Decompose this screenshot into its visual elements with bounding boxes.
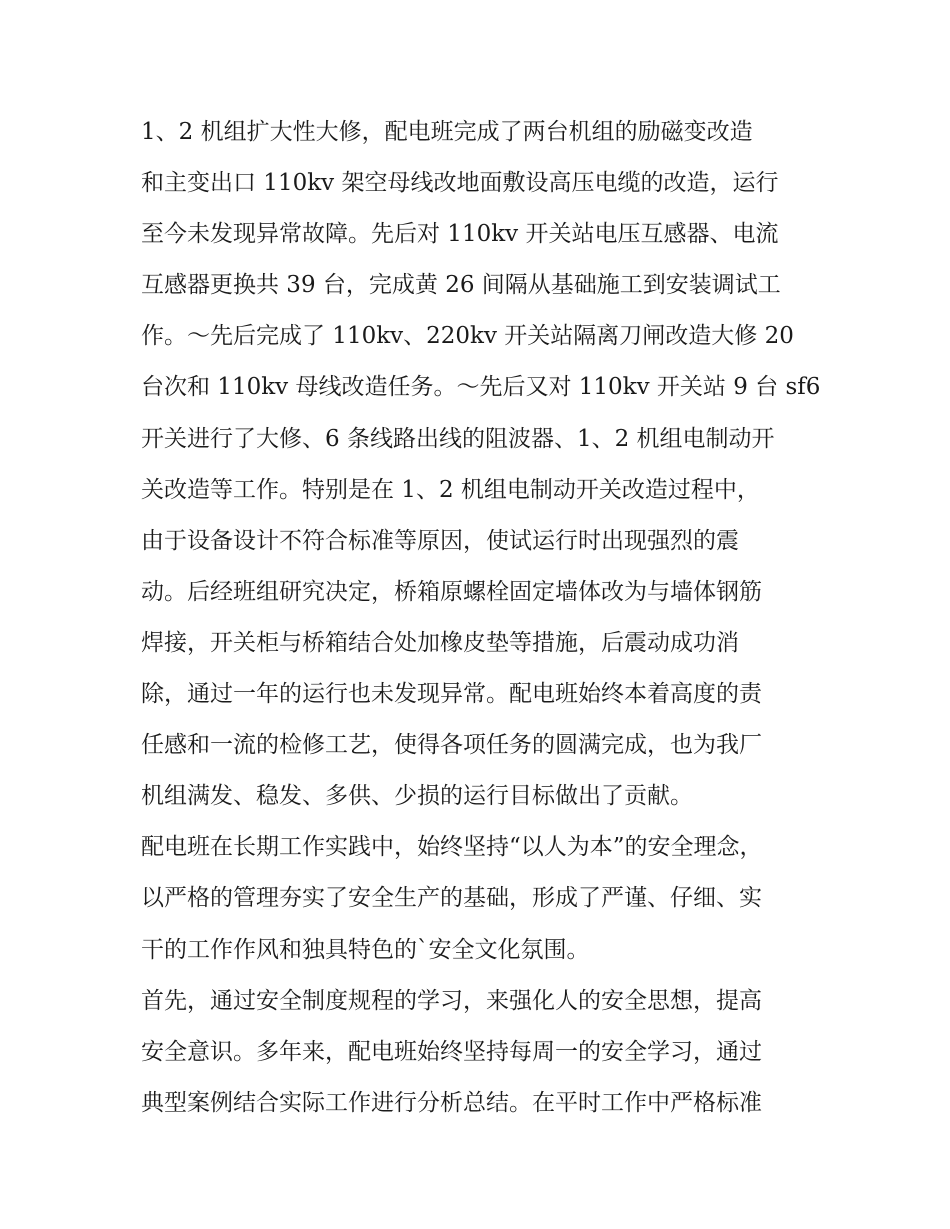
text-line: 以严格的管理夯实了安全生产的基础，形成了严谨、仔细、实 [141, 885, 762, 912]
text-line: 机组满发、稳发、多供、少损的运行目标做出了贡献。 [141, 783, 693, 810]
text-line: 配电班在长期工作实践中，始终坚持“以人为本”的安全理念， [141, 834, 763, 861]
text-line: 干的工作作风和独具特色的`安全文化氛围。 [141, 936, 590, 963]
text-line: 典型案例结合实际工作进行分析总结。在平时工作中严格标准 [141, 1089, 762, 1116]
text-line: 1、2 机组扩大性大修，配电班完成了两台机组的励磁变改造 [141, 119, 753, 145]
text-line: 关改造等工作。特别是在 1、2 机组电制动开关改造过程中， [141, 476, 760, 503]
text-line: 焊接，开关柜与桥箱结合处加橡皮垫等措施，后震动成功消 [141, 629, 739, 656]
text-line: 作。～先后完成了 110kv、220kv 开关站隔离刀闸改造大修 20 [141, 323, 794, 350]
text-line: 至今未发现异常故障。先后对 110kv 开关站电压互感器、电流 [141, 221, 779, 248]
text-line: 由于设备设计不符合标准等原因，使试运行时出现强烈的震 [141, 527, 739, 554]
text-line: 台次和 110kv 母线改造任务。～先后又对 110kv 开关站 9 台 sf6 [141, 374, 821, 401]
text-line: 互感器更换共 39 台，完成黄 26 间隔从基础施工到安装调试工 [141, 272, 781, 299]
text-line: 开关进行了大修、6 条线路出线的阻波器、1、2 机组电制动开 [141, 425, 775, 452]
text-line: 动。后经班组研究决定，桥箱原螺栓固定墙体改为与墙体钢筋 [141, 578, 762, 605]
text-line: 除，通过一年的运行也未发现异常。配电班始终本着高度的责 [141, 681, 762, 708]
text-line: 任感和一流的检修工艺，使得各项任务的圆满完成，也为我厂 [141, 732, 762, 759]
text-line: 安全意识。多年来，配电班始终坚持每周一的安全学习，通过 [141, 1038, 762, 1065]
document-body [141, 107, 821, 1129]
text-line: 和主变出口 110kv 架空母线改地面敷设高压电缆的改造，运行 [141, 170, 779, 197]
text-line: 首先，通过安全制度规程的学习，来强化人的安全思想，提高 [141, 987, 762, 1014]
